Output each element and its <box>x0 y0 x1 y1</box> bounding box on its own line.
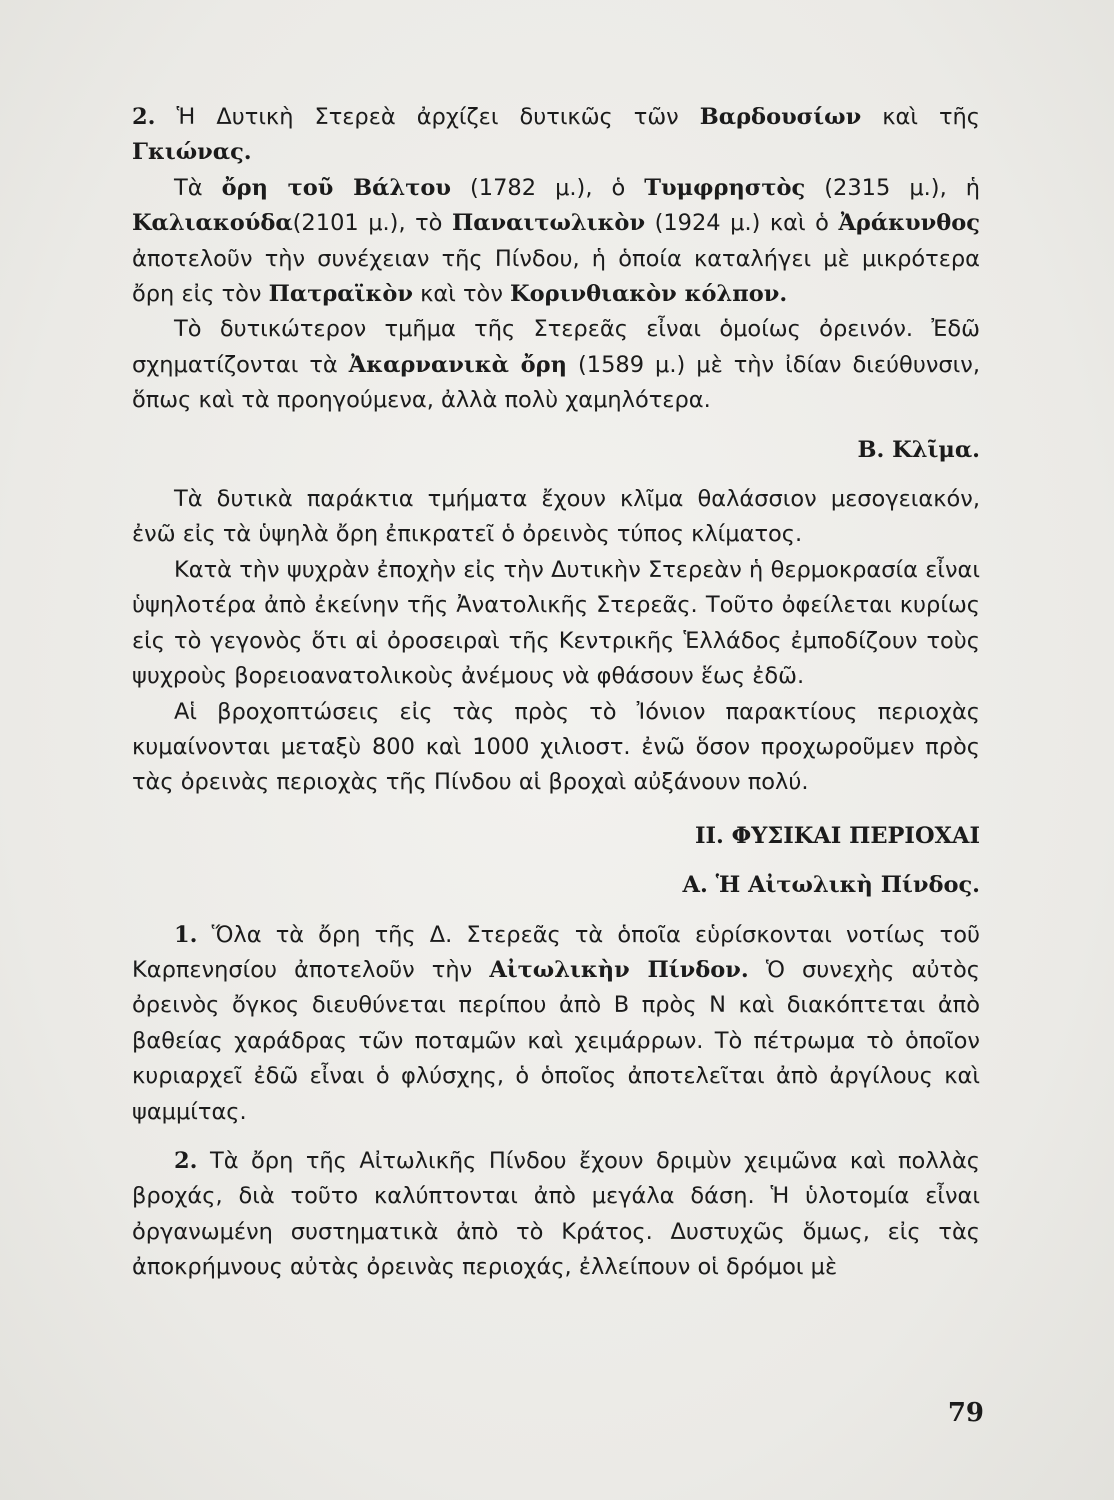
text-run: Τὰ <box>174 174 222 201</box>
item-number: 1. <box>174 921 198 948</box>
text-run: ἀποτελοῦν τὴν συνέχειαν τῆς Πίνδου, ἡ ὁποία καταλήγει μὲ μικρότερα ὄρη εἰς τὸν <box>132 245 980 308</box>
place-name: Τυμφρηστὸς <box>644 174 806 201</box>
place-name: Κορινθιακὸν κόλπον. <box>510 281 788 308</box>
place-name: Αἰτωλικὴν Πίνδον. <box>489 956 749 983</box>
place-name: Ἀράκυνθος <box>838 210 980 237</box>
paragraph-mountains <box>132 171 980 313</box>
text-run: (2101 μ.), τὸ <box>292 210 452 237</box>
text-run: (2315 μ.), ἡ <box>805 174 981 201</box>
place-name: ὄρη τοῦ Βάλτου <box>221 174 451 201</box>
subsection-heading: Α. Ἡ Αἰτωλικὴ Πίνδος. <box>682 872 980 899</box>
page-number: 79 <box>947 1398 984 1428</box>
place-name: Βαρδουσίων <box>699 104 862 130</box>
body-text <box>132 100 980 1286</box>
text-run: Τὰ ὄρη τῆς Αἰτωλικῆς Πίνδου ἔχουν δριμὺν χειμῶνα καὶ πολλὰς βροχάς, διὰ τοῦτο καλύπτονται ἀπὸ μεγάλα δάση. Ἡ ὑλοτομία εἶναι ὀργανωμένη συστηματικὰ ἀπὸ τὸ Κράτος. Δυστυχῶς ὅμως, εἰς τὰς ἀποκρήμνους αὐτὰς ὀρεινὰς περιοχάς, ἐλλείπουν οἱ δρόμοι μὲ <box>132 1147 980 1281</box>
place-name: Παναιτωλικὸν <box>451 210 646 237</box>
text-run: καὶ τῆς <box>861 104 980 130</box>
paragraph-climate-2: Κατὰ τὴν ψυχρὰν ἐποχὴν εἰς τὴν Δυτικὴν Στερεὰν ἡ θερμοκρασία εἶναι ὑψηλοτέρα ἀπὸ ἐκείνην τῆς Ἀνατολικῆς Στερεᾶς. Τοῦτο ὀφείλεται κυρίως εἰς τὸ γεγονὸς ὅτι αἱ ὀροσειραὶ τῆς Κεντρικῆς Ἑλλάδος ἐμποδίζουν τοὺς ψυχροὺς βορειοανατολικοὺς ἀνέμους νὰ φθάσουν ἕως ἐδῶ. <box>132 556 980 690</box>
paragraph-aitoliki-2 <box>132 1144 980 1286</box>
item-number: 2. <box>174 1147 198 1174</box>
paragraph-climate-3: Αἱ βροχοπτώσεις εἰς τὰς πρὸς τὸ Ἰόνιον παρακτίους περιοχὰς κυμαίνονται μεταξὺ 800 καὶ 1000 χιλιοστ. ἐνῶ ὅσον προχωροῦμεν πρὸς τὰς ὀρεινὰς περιοχὰς τῆς Πίνδου αἱ βροχαὶ αὐξάνουν πολύ. <box>132 698 980 796</box>
text-run: (1924 μ.) καὶ ὁ <box>645 210 839 237</box>
text-run: Ἡ Δυτικὴ Στερεὰ ἀρχίζει δυτικῶς τῶν <box>155 104 700 130</box>
text-run: Τὸ δυτικώτερον τμῆμα τῆς Στερεᾶς εἶναι ὁμοίως ὀρεινόν. Ἐδῶ σχηματίζονται τὰ <box>132 316 980 378</box>
paragraph-section-2 <box>132 100 980 171</box>
place-name: Ἀκαρνανικὰ ὄρη <box>348 351 567 378</box>
text-run: Ὅλα τὰ ὄρη τῆς Δ. Στερεᾶς τὰ ὁποῖα εὑρίσκονται νοτίως τοῦ Καρπενησίου ἀποτελοῦν τὴν <box>132 921 980 983</box>
paragraph-aitoliki-1 <box>132 918 980 1130</box>
text-run: καὶ τὸν <box>413 281 511 308</box>
text-run: (1782 μ.), ὁ <box>450 174 645 201</box>
place-name: Γκιώνας. <box>132 139 252 166</box>
text-run: (1589 μ.) μὲ τὴν ἰδίαν διεύθυνσιν, ὅπως καὶ τὰ προηγούμενα, ἀλλὰ πολὺ χαμηλότερα. <box>132 351 980 414</box>
place-name: Πατραϊκὸν <box>268 281 413 308</box>
item-number: 2. <box>132 104 156 130</box>
paragraph-climate-1: Τὰ δυτικὰ παράκτια τμήματα ἔχουν κλῖμα θαλάσσιον μεσογειακόν, ἐνῶ εἰς τὰ ὑψηλὰ ὄρη ἐπικρατεῖ ὁ ὀρεινὸς τύπος κλίματος. <box>132 486 980 548</box>
place-name: Καλιακούδα <box>132 210 293 237</box>
paragraph-western <box>132 312 980 418</box>
section-heading: ΙΙ. ΦΥΣΙΚΑΙ ΠΕΡΙΟΧΑΙ <box>694 822 980 849</box>
text-run: Ὁ συνεχὴς αὐτὸς ὀρεινὸς ὄγκος διευθύνεται περίπου ἀπὸ Β πρὸς Ν καὶ διακόπτεται ἀπὸ βαθείας χαράδρας τῶν ποταμῶν καὶ χειμάρρων. Τὸ πέτρωμα τὸ ὁποῖον κυριαρχεῖ ἐδῶ εἶναι ὁ φλύσχης, ὁ ὁποῖος ἀποτελεῖται ἀπὸ ἀργίλους καὶ ψαμμίτας. <box>132 956 980 1125</box>
climate-heading: Β. Κλῖμα. <box>857 436 980 463</box>
